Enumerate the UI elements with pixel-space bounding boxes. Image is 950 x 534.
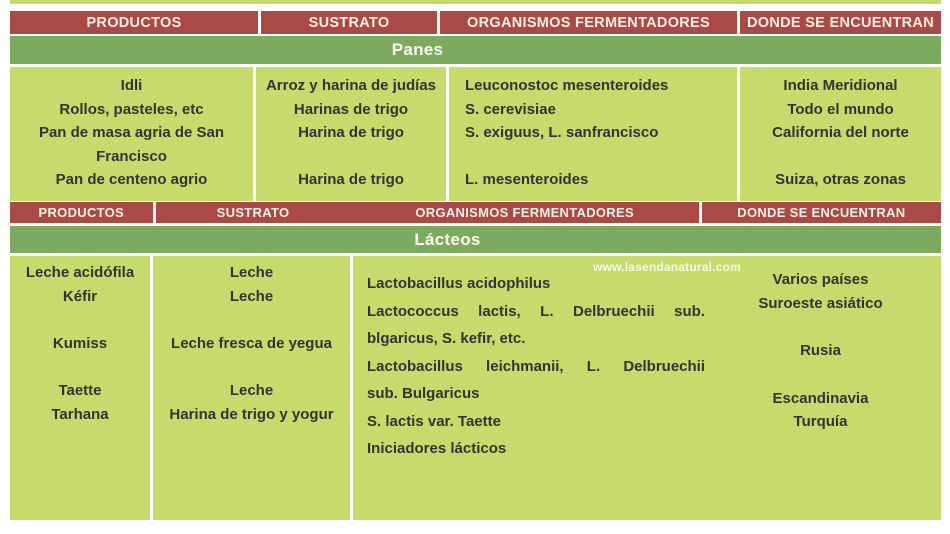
lacteos-cell-organismos-donde — [353, 256, 941, 520]
table-cell-line: Francisco — [96, 147, 167, 165]
table-cell-line — [465, 145, 737, 169]
lacteos-section-band — [10, 226, 941, 253]
lacteos-header-row — [10, 202, 941, 223]
table-cell-line: S. cerevisiae — [465, 100, 556, 118]
panes-header-sustrato: SUSTRATO — [261, 11, 437, 34]
table-cell-line: Todo el mundo — [787, 100, 894, 118]
table-cell-line: Harinas de trigo — [293, 100, 409, 118]
table-cell-line: Leuconostoc mesenteroides — [465, 77, 669, 94]
table-cell-line — [153, 355, 350, 379]
lacteos-body-row — [10, 256, 941, 520]
table-cell-line: Leche acidófila — [25, 264, 135, 281]
table-cell-line: Turquía — [793, 413, 848, 431]
table-cell-line: Pan de masa agria de San — [38, 124, 225, 141]
table-cell-line: sub. Bulgaricus — [367, 385, 480, 402]
panes-cell-sustrato — [256, 67, 446, 201]
lacteos-organismos-block — [367, 270, 705, 463]
table-cell-line: Kéfir — [62, 287, 98, 305]
table-cell-line: Suiza, otras zonas — [775, 171, 906, 188]
table-cell-line: Leche fresca de yegua — [171, 334, 332, 352]
lacteos-header-sustrato: SUSTRATO — [216, 205, 290, 220]
table-cell-line: S. lactis var. Taette — [367, 412, 501, 430]
table-cell-line: Rollos, pasteles, etc — [59, 100, 204, 118]
table-cell-line — [153, 308, 350, 332]
table-cell-line — [700, 315, 941, 339]
table-cell-line: Pan de centeno agrio — [55, 171, 208, 188]
table-cell-line — [740, 145, 941, 169]
watermark-url: www.lasendanatural.com — [593, 260, 741, 274]
table-cell-line: Harina de trigo — [298, 171, 404, 188]
lacteos-cell-productos — [10, 256, 150, 520]
table-cell-line: Harina de trigo y yogur — [169, 405, 334, 423]
table-cell-line: Leche — [229, 264, 274, 281]
table-cell-line — [10, 308, 150, 332]
table-cell-line: Lactococcus lactis, L. Delbruechii sub. — [367, 302, 705, 320]
panes-section-band — [10, 36, 941, 64]
table-cell-line: Leche — [229, 287, 274, 305]
table-cell-line: Suroeste asiático — [758, 294, 883, 312]
table-cell-line: Escandinavia — [772, 389, 869, 407]
lacteos-header-donde: DONDE SE ENCUENTRAN — [702, 202, 941, 223]
lacteos-cell-sustrato — [153, 256, 350, 520]
lacteos-header-productos: PRODUCTOS — [10, 202, 153, 223]
panes-header-donde: DONDE SE ENCUENTRAN — [740, 11, 941, 34]
panes-header-organismos: ORGANISMOS FERMENTADORES — [440, 11, 737, 34]
table-cell-line: Iniciadores lácticos — [367, 440, 507, 457]
table-cell-line: Leche — [229, 381, 274, 399]
table-cell-line: S. exiguus, L. sanfrancisco — [465, 124, 659, 141]
lacteos-header-organismos: ORGANISMOS FERMENTADORES — [415, 205, 634, 220]
table-cell-line: India Meridional — [783, 77, 898, 94]
table-cell-line: Tarhana — [51, 405, 109, 423]
table-cell-line: Lactobacillus acidophilus — [367, 275, 551, 292]
table-cell-line: Taette — [58, 381, 102, 399]
table-cell-line: Arroz y harina de judías — [265, 77, 437, 94]
table-cell-line: Rusia — [800, 342, 841, 360]
panes-cell-productos — [10, 67, 253, 201]
panes-section-title: Panes — [391, 40, 444, 59]
table-cell-line: Varios países — [772, 271, 869, 288]
table-cell-line — [700, 363, 941, 387]
table-cell-line: California del norte — [772, 124, 909, 141]
table-cell-line: blgaricus, S. kefir, etc. — [367, 330, 526, 347]
lacteos-section-title: Lácteos — [414, 229, 481, 249]
table-cell-line: Kumiss — [52, 334, 108, 352]
table-cell-line — [10, 355, 150, 379]
table-cell-line — [256, 145, 446, 169]
table-cell-line: Lactobacillus leichmanii, L. Delbruechii — [367, 357, 705, 375]
panes-body-row — [10, 67, 941, 201]
table-cell-line: L. mesenteroides — [465, 171, 589, 188]
table-cell-line: Idli — [120, 77, 143, 94]
lacteos-header-middle — [156, 202, 699, 223]
panes-header-row — [10, 11, 941, 34]
top-border-strip — [10, 0, 941, 4]
panes-header-productos: PRODUCTOS — [10, 11, 258, 34]
lacteos-donde-block — [700, 268, 941, 434]
panes-cell-donde — [740, 67, 941, 201]
table-cell-line: Harina de trigo — [298, 124, 404, 141]
panes-cell-organismos — [449, 67, 737, 201]
